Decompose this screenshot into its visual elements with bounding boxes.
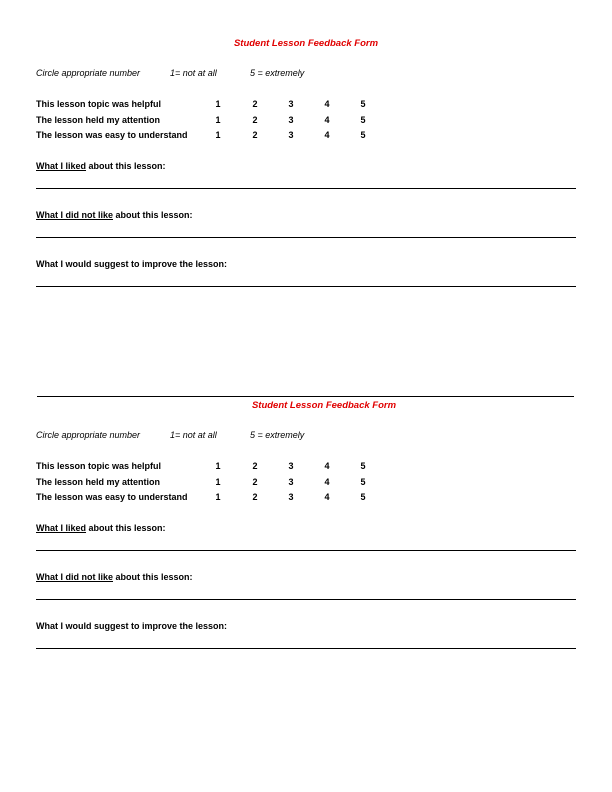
feedback-form-bottom xyxy=(0,362,612,692)
suggest-answer-line[interactable] xyxy=(36,286,576,287)
rating-option-4[interactable]: 4 xyxy=(324,477,330,487)
question-label: The lesson was easy to understand xyxy=(36,130,188,140)
question-label: The lesson held my attention xyxy=(36,477,161,487)
rating-option-2[interactable]: 2 xyxy=(252,130,258,140)
rating-option-1[interactable]: 1 xyxy=(215,492,221,502)
suggest-answer-line[interactable] xyxy=(36,648,576,649)
liked-answer-line[interactable] xyxy=(36,188,576,189)
rating-option-3[interactable]: 3 xyxy=(288,99,294,109)
rating-option-3[interactable]: 3 xyxy=(288,477,294,487)
rating-option-4[interactable]: 4 xyxy=(324,492,330,502)
question-label: The lesson was easy to understand xyxy=(36,492,188,502)
rating-option-2[interactable]: 2 xyxy=(252,492,258,502)
question-label: The lesson held my attention xyxy=(36,115,161,125)
rating-option-2[interactable]: 2 xyxy=(252,115,258,125)
instruction-text: Circle appropriate number xyxy=(36,68,141,78)
scale-min-label: 1= not at all xyxy=(170,430,217,440)
rating-option-3[interactable]: 3 xyxy=(288,115,294,125)
rating-option-1[interactable]: 1 xyxy=(215,477,221,487)
scale-max-label: 5 = extremely xyxy=(250,430,305,440)
disliked-prompt-underlined: What I did not like xyxy=(36,572,113,582)
rating-option-5[interactable]: 5 xyxy=(360,99,366,109)
suggest-prompt: What I would suggest to improve the lesson: xyxy=(36,621,228,631)
rating-option-3[interactable]: 3 xyxy=(288,461,294,471)
liked-prompt-rest: about this lesson: xyxy=(86,523,166,533)
rating-option-1[interactable]: 1 xyxy=(215,115,221,125)
suggest-prompt: What I would suggest to improve the lesson: xyxy=(36,259,228,269)
disliked-prompt-underlined: What I did not like xyxy=(36,210,113,220)
liked-prompt-rest: about this lesson: xyxy=(86,161,166,171)
liked-prompt-underlined: What I liked xyxy=(36,161,87,171)
rating-option-2[interactable]: 2 xyxy=(252,461,258,471)
rating-option-5[interactable]: 5 xyxy=(360,115,366,125)
rating-option-2[interactable]: 2 xyxy=(252,477,258,487)
rating-option-5[interactable]: 5 xyxy=(360,461,366,471)
liked-answer-line[interactable] xyxy=(36,550,576,551)
rating-option-4[interactable]: 4 xyxy=(324,115,330,125)
scale-min-label: 1= not at all xyxy=(170,68,217,78)
liked-prompt-underlined: What I liked xyxy=(36,523,87,533)
disliked-prompt-rest: about this lesson: xyxy=(113,572,193,582)
rating-option-1[interactable]: 1 xyxy=(215,130,221,140)
feedback-form-top xyxy=(0,0,612,330)
liked-prompt xyxy=(36,161,166,171)
rating-option-4[interactable]: 4 xyxy=(324,130,330,140)
form-title: Student Lesson Feedback Form xyxy=(233,38,379,49)
disliked-answer-line[interactable] xyxy=(36,599,576,600)
rating-option-4[interactable]: 4 xyxy=(324,461,330,471)
disliked-prompt xyxy=(36,210,193,220)
form-title: Student Lesson Feedback Form xyxy=(251,400,397,411)
rating-option-3[interactable]: 3 xyxy=(288,492,294,502)
question-label: This lesson topic was helpful xyxy=(36,99,162,109)
rating-option-1[interactable]: 1 xyxy=(215,461,221,471)
rating-option-1[interactable]: 1 xyxy=(215,99,221,109)
liked-prompt xyxy=(36,523,166,533)
rating-option-4[interactable]: 4 xyxy=(324,99,330,109)
rating-option-5[interactable]: 5 xyxy=(360,492,366,502)
disliked-answer-line[interactable] xyxy=(36,237,576,238)
instruction-text: Circle appropriate number xyxy=(36,430,141,440)
disliked-prompt-rest: about this lesson: xyxy=(113,210,193,220)
scale-max-label: 5 = extremely xyxy=(250,68,305,78)
rating-option-3[interactable]: 3 xyxy=(288,130,294,140)
disliked-prompt xyxy=(36,572,193,582)
rating-option-5[interactable]: 5 xyxy=(360,477,366,487)
rating-option-2[interactable]: 2 xyxy=(252,99,258,109)
rating-option-5[interactable]: 5 xyxy=(360,130,366,140)
question-label: This lesson topic was helpful xyxy=(36,461,162,471)
